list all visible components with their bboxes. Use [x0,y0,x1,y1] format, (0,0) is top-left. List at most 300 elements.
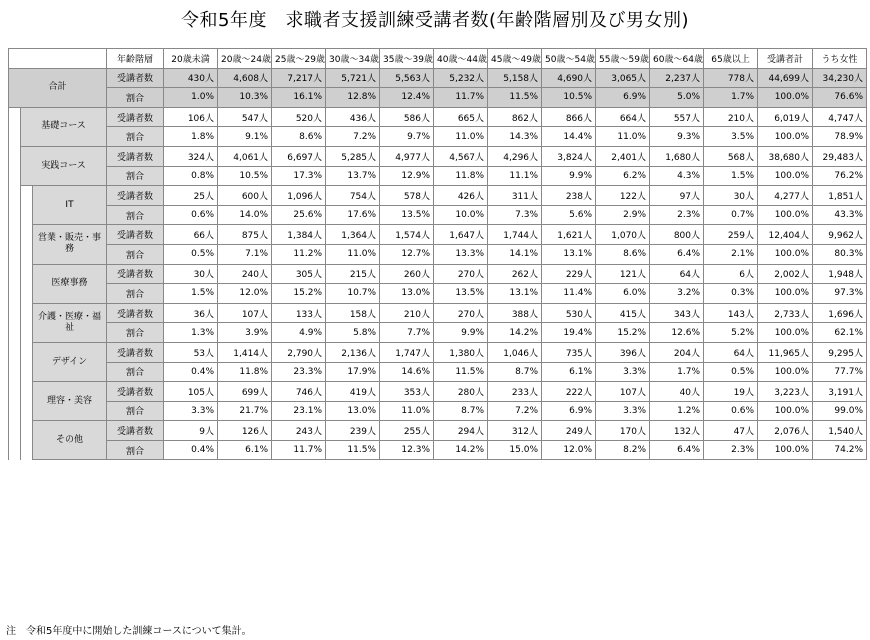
table-row [9,382,867,402]
table-cell: 62.1% [813,323,867,343]
table-cell: 12.3% [380,440,434,460]
table-cell: 0.7% [704,205,758,225]
table-cell: 14.4% [542,127,596,147]
table-cell: 1.5% [704,166,758,186]
table-cell: 14.3% [488,127,542,147]
table-cell: 7.2% [488,401,542,421]
table-cell: 10.0% [434,205,488,225]
table-cell: 746人 [272,382,326,402]
table-cell: 12.0% [542,440,596,460]
table-cell: 353人 [380,382,434,402]
table-row [9,166,867,186]
table-cell: 1.2% [650,401,704,421]
table-cell: 6,697人 [272,146,326,166]
table-cell: 1,364人 [326,225,380,245]
header-col: 65歳以上 [704,49,758,69]
table-cell: 7.1% [218,244,272,264]
table-cell: 14.2% [434,440,488,460]
table-cell: 11.0% [326,244,380,264]
table-cell: 80.3% [813,244,867,264]
table-cell: 106人 [164,107,218,127]
table-cell: 238人 [542,186,596,206]
footnote: 注 令和5年度中に開始した訓練コースについて集計。 [6,626,252,637]
table-cell: 1,540人 [813,421,867,441]
table-cell: 7.7% [380,323,434,343]
table-cell: 9,295人 [813,342,867,362]
table-cell: 3,824人 [542,146,596,166]
table-cell: 23.3% [272,362,326,382]
table-row [9,362,867,382]
table-cell: 3.2% [650,284,704,304]
indent-cell [21,186,33,206]
row-type-label: 受講者数 [107,421,164,441]
category-label: 介護・医療・福祉 [33,303,107,342]
table-cell: 7.2% [326,127,380,147]
table-cell: 568人 [704,146,758,166]
table-cell: 9.1% [218,127,272,147]
table-cell: 77.7% [813,362,867,382]
table-cell: 4,690人 [542,68,596,88]
table-cell: 778人 [704,68,758,88]
table-cell: 1,384人 [272,225,326,245]
table-cell: 294人 [434,421,488,441]
table-cell: 14.2% [488,323,542,343]
table-cell: 3.5% [704,127,758,147]
table-cell: 25.6% [272,205,326,225]
table-cell: 9.7% [380,127,434,147]
table-cell: 6.9% [596,88,650,108]
table-cell: 260人 [380,264,434,284]
table-cell: 11.7% [434,88,488,108]
table-cell: 0.8% [164,166,218,186]
row-type-label: 受講者数 [107,225,164,245]
header-col: 受講者計 [758,49,813,69]
table-cell: 3,065人 [596,68,650,88]
table-cell: 14.6% [380,362,434,382]
table-cell: 2,076人 [758,421,813,441]
table-cell: 76.6% [813,88,867,108]
table-cell: 0.5% [164,244,218,264]
table-cell: 430人 [164,68,218,88]
table-cell: 78.9% [813,127,867,147]
row-type-label: 割合 [107,88,164,108]
table-cell: 100.0% [758,88,813,108]
table-cell: 6.1% [218,440,272,460]
table-cell: 240人 [218,264,272,284]
table-cell: 170人 [596,421,650,441]
table-cell: 1,070人 [596,225,650,245]
table-cell: 9.9% [434,323,488,343]
indent-cell [21,342,33,362]
table-cell: 6.9% [542,401,596,421]
indent-cell [21,303,33,323]
category-label: 営業・販売・事務 [33,225,107,264]
header-col: 55歳～59歳 [596,49,650,69]
table-cell: 664人 [596,107,650,127]
table-cell: 249人 [542,421,596,441]
header-blank [9,49,107,69]
table-row [9,303,867,323]
table-cell: 11.2% [272,244,326,264]
indent-cell [9,284,21,304]
table-cell: 0.3% [704,284,758,304]
table-cell: 11.5% [326,440,380,460]
table-row [9,440,867,460]
table-cell: 3,191人 [813,382,867,402]
indent-cell [21,284,33,304]
table-row [9,323,867,343]
table-cell: 6.1% [542,362,596,382]
table-row [9,421,867,441]
table-cell: 1.5% [164,284,218,304]
table-cell: 586人 [380,107,434,127]
table-cell: 222人 [542,382,596,402]
table-cell: 4.9% [272,323,326,343]
table-cell: 5.0% [650,88,704,108]
row-type-label: 割合 [107,401,164,421]
table-cell: 2.1% [704,244,758,264]
table-cell: 17.9% [326,362,380,382]
table-cell: 1,414人 [218,342,272,362]
table-cell: 6.2% [596,166,650,186]
table-cell: 3.3% [164,401,218,421]
table-cell: 8.6% [596,244,650,264]
table-cell: 11.0% [380,401,434,421]
table-cell: 426人 [434,186,488,206]
table-cell: 4,567人 [434,146,488,166]
row-type-label: 割合 [107,440,164,460]
table-cell: 0.4% [164,440,218,460]
table-cell: 233人 [488,382,542,402]
table-cell: 312人 [488,421,542,441]
indent-cell [9,303,21,323]
table-cell: 5,563人 [380,68,434,88]
table-cell: 44,699人 [758,68,813,88]
indent-cell [9,382,21,402]
table-cell: 23.1% [272,401,326,421]
table-cell: 97人 [650,186,704,206]
table-cell: 12.9% [380,166,434,186]
table-cell: 3.3% [596,401,650,421]
table-cell: 699人 [218,382,272,402]
table-cell: 1,696人 [813,303,867,323]
table-cell: 4,747人 [813,107,867,127]
indent-cell [9,146,21,166]
table-cell: 305人 [272,264,326,284]
table-cell: 1,851人 [813,186,867,206]
table-cell: 4,277人 [758,186,813,206]
table-cell: 13.3% [434,244,488,264]
table-cell: 875人 [218,225,272,245]
table-cell: 12.6% [650,323,704,343]
table-cell: 17.6% [326,205,380,225]
table-cell: 6.4% [650,244,704,264]
table-cell: 10.5% [542,88,596,108]
row-type-label: 割合 [107,205,164,225]
table-cell: 15.0% [488,440,542,460]
table-cell: 9.9% [542,166,596,186]
indent-cell [9,362,21,382]
table-cell: 121人 [596,264,650,284]
header-col: 60歳～64歳 [650,49,704,69]
row-type-label: 受講者数 [107,186,164,206]
table-cell: 215人 [326,264,380,284]
table-cell: 11.7% [272,440,326,460]
table-cell: 204人 [650,342,704,362]
table-cell: 210人 [704,107,758,127]
table-cell: 107人 [218,303,272,323]
table-cell: 6人 [704,264,758,284]
table-cell: 99.0% [813,401,867,421]
table-cell: 13.0% [326,401,380,421]
table-row [9,205,867,225]
indent-cell [21,264,33,284]
table-cell: 132人 [650,421,704,441]
table-row [9,68,867,88]
category-label: 理容・美容 [33,382,107,421]
table-cell: 5,232人 [434,68,488,88]
table-cell: 9.3% [650,127,704,147]
header-col: 40歳～44歳 [434,49,488,69]
table-cell: 11.0% [596,127,650,147]
table-cell: 15.2% [596,323,650,343]
table-cell: 5,158人 [488,68,542,88]
table-cell: 530人 [542,303,596,323]
table-cell: 12,404人 [758,225,813,245]
table-cell: 10.3% [218,88,272,108]
table-cell: 3.9% [218,323,272,343]
table-cell: 2,790人 [272,342,326,362]
table-cell: 11.4% [542,284,596,304]
table-cell: 324人 [164,146,218,166]
table-cell: 100.0% [758,401,813,421]
table-cell: 665人 [434,107,488,127]
table-row [9,284,867,304]
indent-cell [21,421,33,441]
table-cell: 100.0% [758,244,813,264]
table-cell: 1,744人 [488,225,542,245]
table-cell: 4,608人 [218,68,272,88]
table-cell: 6.4% [650,440,704,460]
table-cell: 11.8% [434,166,488,186]
table-cell: 735人 [542,342,596,362]
page-title: 令和5年度 求職者支援訓練受講者数(年齢階層別及び男女別) [181,10,689,31]
row-type-label: 割合 [107,323,164,343]
table-cell: 520人 [272,107,326,127]
indent-cell [21,225,33,245]
table-cell: 547人 [218,107,272,127]
table-cell: 436人 [326,107,380,127]
table-cell: 1,046人 [488,342,542,362]
table-cell: 4,061人 [218,146,272,166]
indent-cell [9,127,21,147]
table-cell: 2,237人 [650,68,704,88]
category-label: 合計 [9,68,107,107]
table-cell: 557人 [650,107,704,127]
table-cell: 105人 [164,382,218,402]
table-cell: 1.7% [650,362,704,382]
table-cell: 4,977人 [380,146,434,166]
table-cell: 9人 [164,421,218,441]
category-label: 医療事務 [33,264,107,303]
table-cell: 9,962人 [813,225,867,245]
table-cell: 2.9% [596,205,650,225]
header-col: うち女性 [813,49,867,69]
table-cell: 7,217人 [272,68,326,88]
table-row [9,146,867,166]
indent-cell [21,440,33,460]
table-cell: 3,223人 [758,382,813,402]
table-cell: 100.0% [758,440,813,460]
row-type-label: 受講者数 [107,303,164,323]
table-cell: 13.5% [380,205,434,225]
table-cell: 255人 [380,421,434,441]
table-cell: 47人 [704,421,758,441]
table-cell: 6,019人 [758,107,813,127]
header-col: 50歳～54歳 [542,49,596,69]
table-cell: 415人 [596,303,650,323]
header-col: 45歳～49歳 [488,49,542,69]
table-row [9,342,867,362]
table-cell: 13.7% [326,166,380,186]
indent-cell [9,107,21,127]
table-cell: 13.1% [488,284,542,304]
table-cell: 10.5% [218,166,272,186]
table-cell: 13.0% [380,284,434,304]
table-cell: 0.6% [704,401,758,421]
table-cell: 66人 [164,225,218,245]
table-cell: 5.6% [542,205,596,225]
category-label: 基礎コース [21,107,107,146]
indent-cell [9,264,21,284]
table-cell: 1.3% [164,323,218,343]
table-row [9,186,867,206]
table-cell: 343人 [650,303,704,323]
category-label: 実践コース [21,146,107,185]
table-cell: 396人 [596,342,650,362]
table-cell: 74.2% [813,440,867,460]
table-cell: 2.3% [704,440,758,460]
header-col: 30歳～34歳 [326,49,380,69]
table-cell: 158人 [326,303,380,323]
table-cell: 13.1% [542,244,596,264]
table-cell: 1.8% [164,127,218,147]
table-cell: 97.3% [813,284,867,304]
indent-cell [9,440,21,460]
table-cell: 229人 [542,264,596,284]
table-cell: 1,380人 [434,342,488,362]
table-cell: 19人 [704,382,758,402]
table-cell: 143人 [704,303,758,323]
row-type-label: 受講者数 [107,342,164,362]
table-cell: 388人 [488,303,542,323]
table-cell: 3.3% [596,362,650,382]
table-cell: 100.0% [758,127,813,147]
table-cell: 2,401人 [596,146,650,166]
table-cell: 25人 [164,186,218,206]
indent-cell [9,205,21,225]
table-cell: 270人 [434,303,488,323]
table-cell: 600人 [218,186,272,206]
table-cell: 2,002人 [758,264,813,284]
table-cell: 100.0% [758,205,813,225]
table-row [9,225,867,245]
table-cell: 100.0% [758,284,813,304]
table-cell: 8.7% [434,401,488,421]
table-body [9,68,867,460]
table-cell: 11.5% [488,88,542,108]
table-cell: 100.0% [758,362,813,382]
table-cell: 1,647人 [434,225,488,245]
row-type-label: 割合 [107,127,164,147]
table-cell: 12.7% [380,244,434,264]
row-type-label: 割合 [107,244,164,264]
indent-cell [21,244,33,264]
row-type-label: 割合 [107,284,164,304]
table-row [9,244,867,264]
table-cell: 754人 [326,186,380,206]
table-row [9,107,867,127]
table-cell: 259人 [704,225,758,245]
table-cell: 30人 [164,264,218,284]
table-cell: 11.5% [434,362,488,382]
table-cell: 43.3% [813,205,867,225]
category-label: IT [33,186,107,225]
row-type-label: 受講者数 [107,107,164,127]
table-cell: 2,733人 [758,303,813,323]
table-cell: 6.0% [596,284,650,304]
indent-cell [21,323,33,343]
table-row [9,88,867,108]
table-cell: 53人 [164,342,218,362]
table-cell: 1.7% [704,88,758,108]
table-cell: 262人 [488,264,542,284]
indent-cell [9,225,21,245]
table-cell: 800人 [650,225,704,245]
row-type-label: 受講者数 [107,146,164,166]
indent-cell [9,401,21,421]
indent-cell [9,421,21,441]
row-type-label: 割合 [107,166,164,186]
table-cell: 0.5% [704,362,758,382]
header-col: 20歳未満 [164,49,218,69]
table-cell: 1,621人 [542,225,596,245]
row-type-label: 受講者数 [107,382,164,402]
table-cell: 12.4% [380,88,434,108]
row-type-label: 割合 [107,362,164,382]
table-cell: 1,948人 [813,264,867,284]
table-cell: 12.0% [218,284,272,304]
table-cell: 239人 [326,421,380,441]
indent-cell [9,244,21,264]
table-cell: 8.7% [488,362,542,382]
table-cell: 19.4% [542,323,596,343]
table-cell: 10.7% [326,284,380,304]
indent-cell [21,401,33,421]
table-row [9,401,867,421]
table-cell: 8.6% [272,127,326,147]
table-cell: 64人 [704,342,758,362]
table-cell: 12.8% [326,88,380,108]
table-row [9,127,867,147]
table-cell: 11,965人 [758,342,813,362]
indent-cell [21,382,33,402]
table-cell: 100.0% [758,323,813,343]
table-cell: 311人 [488,186,542,206]
indent-cell [9,166,21,186]
table-cell: 11.0% [434,127,488,147]
table-cell: 578人 [380,186,434,206]
